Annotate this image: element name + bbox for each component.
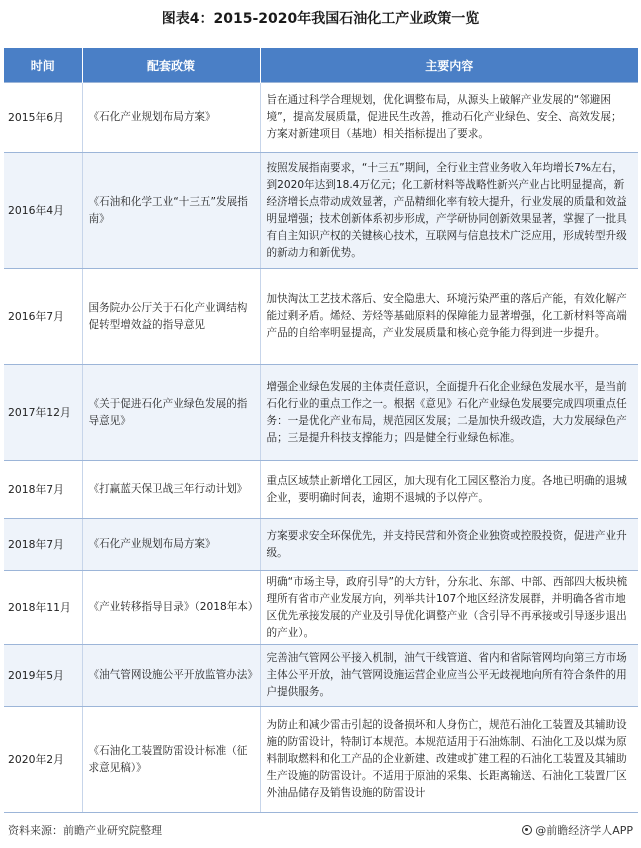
row-content: 为防止和减少雷击引起的设备损坏和人身伤亡，规范石油化工装置及其辅助设施的防雷设计，特制订本规范。本规范适用于石油炼制、石油化工及以煤为原料制取燃料和化工产品的企业新建、改建或扩建工程的石油化工装置及其辅助生产设施的防雷设计。不适用于原油的采集、长距离输送、石油化工装置厂区外油品储存及销售设施的防雷设计 (260, 707, 638, 813)
row-content: 方案要求安全环保优先，并支持民营和外资企业独资或控股投资，促进产业升级。 (260, 519, 638, 571)
header-time: 时间 (4, 48, 82, 83)
table-row (4, 571, 638, 645)
row-time: 2019年5月 (4, 645, 82, 707)
table-row (4, 519, 638, 571)
row-policy: 《关于促进石化产业绿色发展的指导意见》 (82, 365, 260, 461)
row-time: 2018年7月 (4, 461, 82, 519)
brand-watermark (522, 822, 633, 838)
row-content: 按照发展指南要求，“十三五”期间，全行业主营业务收入年均增长7%左右，到2020年达到18.4万亿元；化工新材料等战略性新兴产业占比明显提高，新经济增长点带动成效显著，产品精细化率有较大提升，行业发展的质量和效益明显增强；技术创新体系初步形成，产学研协同创新效果显著，掌握了一批具有自主知识产权的关键核心技术，互联网与信息技术广泛应用，形成转型升级的新动力和新优势。 (260, 153, 638, 269)
page-title: 图表4：2015-2020年我国石油化工产业政策一览 (161, 11, 480, 27)
brand-label: @前瞻经济学人APP (535, 824, 633, 837)
row-time: 2018年11月 (4, 571, 82, 645)
row-time: 2018年7月 (4, 519, 82, 571)
row-policy: 国务院办公厅关于石化产业调结构促转型增效益的指导意见 (82, 269, 260, 365)
row-content: 增强企业绿色发展的主体责任意识，全面提升石化企业绿色发展水平，是当前石化行业的重点工作之一。根据《意见》石化产业绿色发展要完成四项重点任务：一是优化产业布局，规范园区发展；二是加快升级改造，大力发展绿色产品；三是提升科技支撑能力；四是健全行业绿色标准。 (260, 365, 638, 461)
table-row (4, 707, 638, 813)
row-content: 加快淘汰工艺技术落后、安全隐患大、环境污染严重的落后产能，有效化解产能过剩矛盾。烯烃、芳烃等基础原料的保障能力显著增强，化工新材料等高端产品的自给率明显提高，产业发展质量和核心竞争能力得到进一步提升。 (260, 269, 638, 365)
row-content: 旨在通过科学合理规划，优化调整布局，从源头上破解产业发展的“邻避困境”，提高发展质量，促进民生改善，推动石化产业绿色、安全、高效发展；方案对新建项目（基地）相关指标提出了要求。 (260, 83, 638, 153)
row-content: 完善油气管网公平接入机制，油气干线管道、省内和省际管网均向第三方市场主体公平开放，油气管网设施运营企业应当公平无歧视地向所有符合条件的用户提供服务。 (260, 645, 638, 707)
row-time: 2016年7月 (4, 269, 82, 365)
table-header-row (4, 48, 638, 83)
policy-table (4, 48, 638, 813)
row-time: 2016年4月 (4, 153, 82, 269)
circle-logo-icon (522, 825, 532, 835)
table-row (4, 365, 638, 461)
header-content: 主要内容 (260, 48, 638, 83)
row-time: 2017年12月 (4, 365, 82, 461)
table-row (4, 83, 638, 153)
source-note: 资料来源：前瞻产业研究院整理 (8, 824, 162, 837)
table-row (4, 269, 638, 365)
row-content: 明确“市场主导，政府引导”的大方针，分东北、东部、中部、西部四大板块梳理所有省市产业发展方向，列举共计107个地区经济发展群，并明确各省市地区优先承接发展的产业及引导优化调整产业（含引导不再承接或引导逐步退出的产业）。 (260, 571, 638, 645)
row-policy: 《石油化工装置防雷设计标准（征求意见稿）》 (82, 707, 260, 813)
row-policy: 《石化产业规划布局方案》 (82, 519, 260, 571)
row-content: 重点区域禁止新增化工园区，加大现有化工园区整治力度。各地已明确的退城企业，要明确时间表，逾期不退城的予以停产。 (260, 461, 638, 519)
table-row (4, 461, 638, 519)
row-policy: 《石化产业规划布局方案》 (82, 83, 260, 153)
row-policy: 《打赢蓝天保卫战三年行动计划》 (82, 461, 260, 519)
header-policy: 配套政策 (82, 48, 260, 83)
row-policy: 《产业转移指导目录》（2018年本） (82, 571, 260, 645)
row-policy: 《石油和化学工业“十三五”发展指南》 (82, 153, 260, 269)
table-row (4, 153, 638, 269)
table-row (4, 645, 638, 707)
row-time: 2015年6月 (4, 83, 82, 153)
row-policy: 《油气管网设施公平开放监管办法》 (82, 645, 260, 707)
row-time: 2020年2月 (4, 707, 82, 813)
